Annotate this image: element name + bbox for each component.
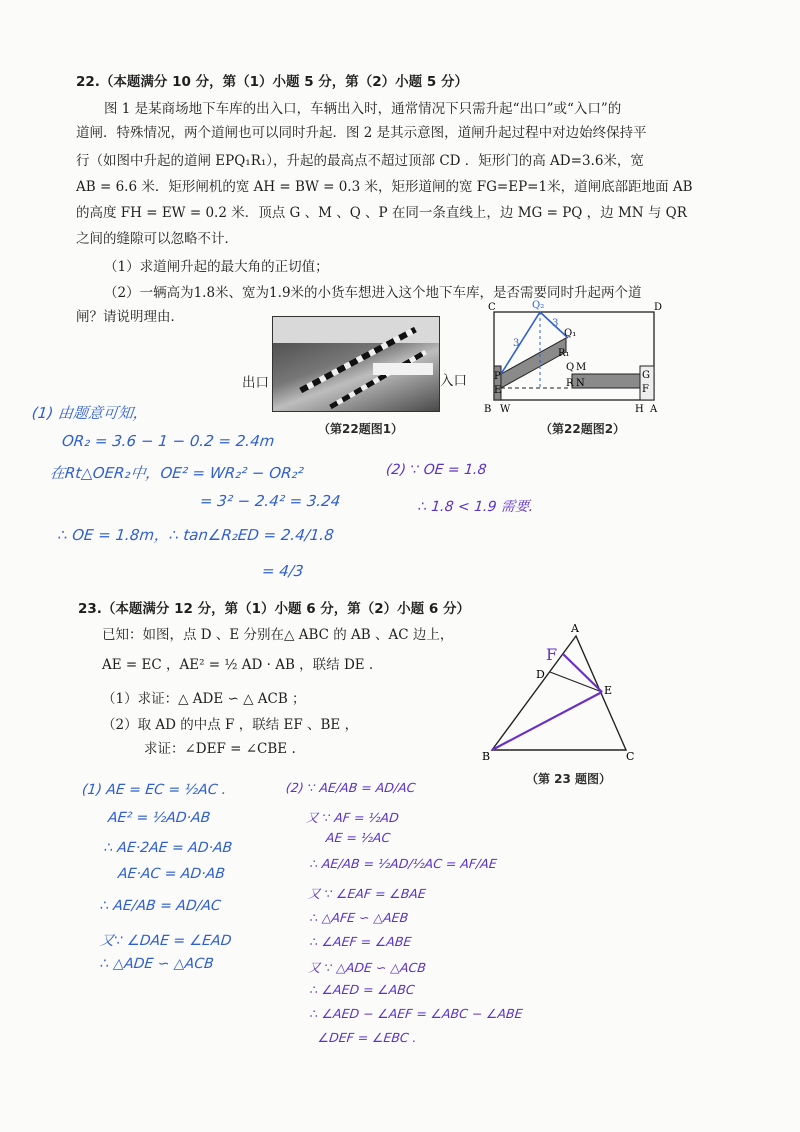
label-C: C (626, 750, 635, 763)
label-B: B (482, 750, 491, 763)
q22-sub-question-1: （1）求道闸升起的最大角的正切值； (104, 259, 329, 275)
q23-hw-right-6: ∴ △AFE ∽ △AEB (309, 910, 410, 925)
figure-2-caption: （第22题图2） (540, 422, 626, 436)
label-E: E (494, 385, 502, 396)
photo-sign (373, 363, 433, 375)
garage-photo (272, 316, 440, 412)
blue-label-3a: 3 (513, 338, 520, 349)
label-Q2: Q₂ (532, 300, 545, 311)
q23-hw-right-9: ∴ ∠AED = ∠ABC (309, 982, 416, 997)
label-D: D (536, 668, 545, 681)
label-C: C (488, 302, 496, 313)
label-W: W (500, 404, 511, 415)
q22-hw-part2-line-1: (2) ∵ OE = 1.8 (385, 462, 488, 478)
segment-ef (563, 654, 602, 692)
label-N: N (576, 378, 585, 389)
q23-hw-left-6: 又∵ ∠DAE = ∠EAD (99, 933, 233, 949)
q23-sub-question-1: （1）求证：△ ADE ∽ △ ACB ； (102, 691, 306, 707)
label-A: A (571, 622, 579, 635)
figure-23-caption: （第 23 题图） (526, 772, 612, 786)
q22-line-4: AB = 6.6 米．矩形闸机的宽 AH = BW = 0.3 米，矩形道闸的宽 FG=EP=1米，道闸底部距地面 AB (76, 179, 693, 195)
q23-hw-right-5: 又 ∵ ∠EAF = ∠BAE (307, 886, 427, 901)
label-M: M (576, 362, 587, 373)
label-H: H (635, 404, 644, 415)
q23-hw-left-7: ∴ △ADE ∽ △ACB (99, 956, 215, 972)
q23-heading: 23.（本题满分 12 分，第（1）小题 6 分，第（2）小题 6 分） (78, 601, 470, 617)
q23-hw-right-10: ∴ ∠AED − ∠AEF = ∠ABC − ∠ABE (309, 1006, 524, 1021)
q23-hw-left-5: ∴ AE/AB = AD/AC (99, 898, 222, 914)
q22-hw-line-4: = 3² − 2.4² = 3.24 (199, 492, 342, 510)
q22-hw-line-5: ∴ OE = 1.8m，∴ tan∠R₂ED = 2.4/1.8 (57, 526, 335, 544)
label-Q: Q (566, 362, 575, 373)
raised-barrier (501, 338, 566, 388)
q22-line-6: 之间的缝隙可以忽略不计． (76, 231, 238, 247)
q23-hw-left-1: (1) AE = EC = ½AC . (81, 782, 228, 798)
triangle-diagram (478, 620, 638, 765)
q23-hw-right-3: AE = ½AC (325, 830, 392, 845)
q23-sub-question-2: （2）取 AD 的中点 F ，联结 EF 、BE ， (102, 717, 359, 733)
q23-hw-left-2: AE² = ½AD·AB (107, 810, 212, 826)
label-R: R (566, 378, 574, 389)
label-F: F (642, 384, 649, 395)
photo-entrance-label: 入口 (440, 373, 467, 389)
label-E: E (604, 684, 613, 697)
q23-given-line-2: AE = EC ，AE² = ½ AD · AB ，联结 DE . (102, 657, 374, 673)
q23-hw-right-2: 又 ∵ AF = ½AD (305, 810, 400, 825)
q22-hw-line-2: OR₂ = 3.6 − 1 − 0.2 = 2.4m (61, 432, 276, 450)
q23-given-line-1: 已知：如图，点 D 、E 分别在△ ABC 的 AB 、AC 边上， (102, 627, 454, 643)
label-G: G (642, 370, 650, 381)
label-B: B (484, 404, 492, 415)
q23-hw-right-7: ∴ ∠AEF = ∠ABE (309, 934, 413, 949)
q22-heading: 22.（本题满分 10 分，第（1）小题 5 分，第（2）小题 5 分） (76, 74, 468, 90)
figure-1-caption: （第22题图1） (318, 422, 404, 436)
photo-exit-label: 出口 (242, 375, 269, 391)
q22-line-1: 图 1 是某商场地下车库的出入口，车辆出入时，通常情况下只需升起“出口”或“入口”的 (104, 101, 622, 117)
label-F: F (546, 645, 558, 664)
label-D: D (654, 302, 663, 313)
q22-line-3: 行（如图中升起的道闸 EPQ₁R₁），升起的最高点不超过顶部 CD ．矩形门的高 AD=3.6米，宽 (76, 153, 644, 169)
q22-line-5: 的高度 FH = EW = 0.2 米．顶点 G 、M 、Q 、P 在同一条直线上，边 MG = PQ ，边 MN 与 QR (76, 205, 687, 221)
q23-hw-left-4: AE·AC = AD·AB (117, 866, 226, 882)
label-P: P (494, 371, 501, 382)
q22-sub-question-2a: （2）一辆高为1.8米、宽为1.9米的小货车想进入这个地下车库，是否需要同时升起两个道 (104, 285, 642, 301)
segment-de (550, 672, 602, 692)
q23-hw-right-1: (2) ∵ AE/AB = AD/AC (285, 780, 417, 795)
q23-sub-question-2b: 求证：∠DEF = ∠CBE . (144, 741, 296, 757)
q22-hw-part2-line-2: ∴ 1.8 < 1.9 需要. (417, 499, 535, 515)
label-Q1: Q₁ (564, 328, 577, 339)
q22-hw-line-1: (1) 由题意可知， (31, 404, 149, 422)
q22-line-2: 道闸．特殊情况，两个道闸也可以同时升起．图 2 是其示意图，道闸升起过程中对边始终保持平 (76, 125, 647, 141)
q23-hw-left-3: ∴ AE·2AE = AD·AB (103, 840, 234, 856)
q23-hw-right-8: 又 ∵ △ADE ∽ △ACB (307, 960, 427, 975)
blue-label-3b: 3 (552, 318, 559, 329)
q22-sub-question-2b: 闸？请说明理由． (76, 309, 184, 325)
q22-hw-line-6: = 4/3 (261, 562, 305, 580)
q23-hw-right-4: ∴ AE/AB = ½AD/½AC = AF/AE (309, 856, 498, 871)
label-A: A (650, 404, 658, 415)
segment-be (492, 692, 602, 750)
photo-barrier-second (329, 350, 427, 409)
label-R1: R₁ (558, 348, 570, 359)
q22-hw-line-3: 在Rt△OER₂中，OE² = WR₂² − OR₂² (49, 464, 305, 482)
gate-diagram (480, 300, 670, 415)
q23-hw-right-11: ∠DEF = ∠EBC . (317, 1030, 418, 1045)
